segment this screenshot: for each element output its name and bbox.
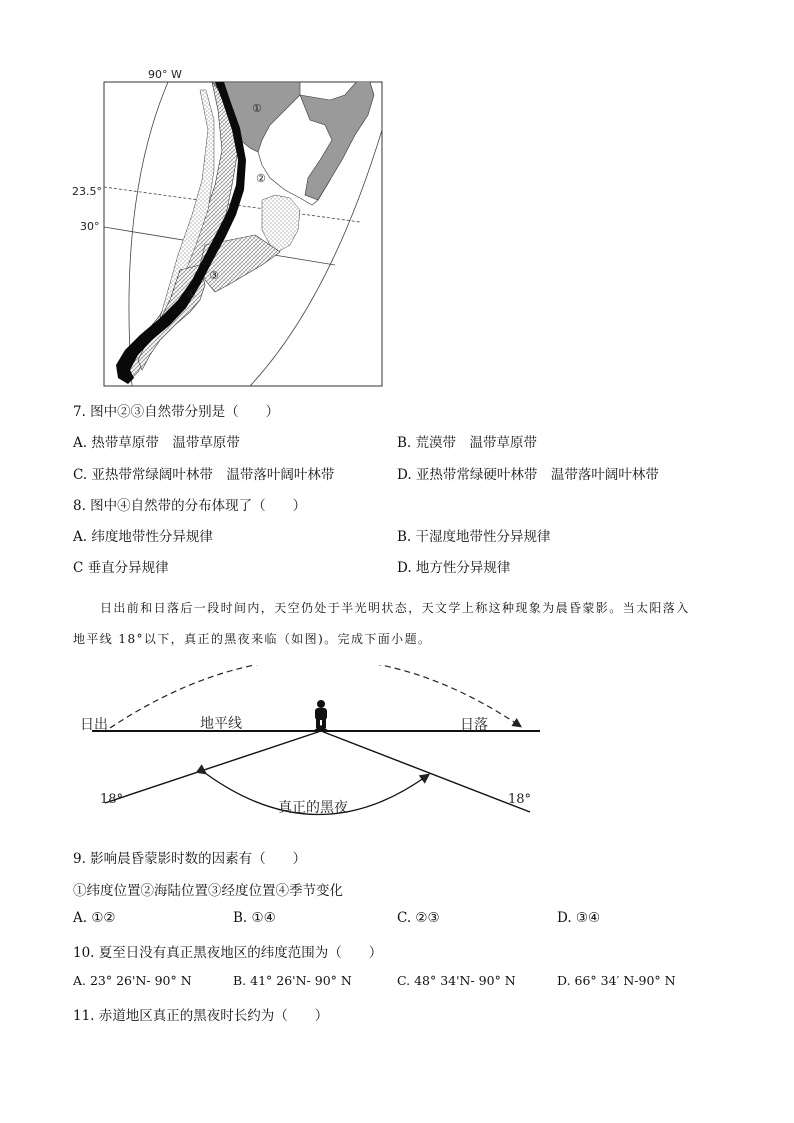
q9-option-c[interactable]: C. ②③ (397, 910, 440, 926)
q10-option-b[interactable]: B. 41° 26'N- 90° N (233, 973, 352, 988)
q9-option-a[interactable]: A. ①② (73, 910, 116, 926)
q10-option-a[interactable]: A. 23° 26'N- 90° N (73, 973, 192, 988)
q7-option-b[interactable]: B. 荒漠带 温带草原带 (397, 435, 538, 451)
twilight-diagram (70, 665, 550, 825)
observer-icon (313, 700, 329, 731)
q10-stem: 10. 夏至日没有真正黑夜地区的纬度范围为（ ） (73, 945, 383, 961)
q11-stem: 11. 赤道地区真正的黑夜时长约为（ ） (73, 1008, 329, 1024)
q8-option-b[interactable]: B. 干湿度地带性分异规律 (397, 529, 551, 545)
q9-factors: ①纬度位置②海陆位置③经度位置④季节变化 (73, 883, 343, 899)
q7-option-a[interactable]: A. 热带草原带 温带草原带 (73, 435, 240, 451)
zone-1-label: ① (252, 102, 262, 115)
q8-stem: 8. 图中④自然带的分布体现了（ ） (73, 498, 307, 514)
horizon-label: 地平线 (200, 716, 242, 732)
night-label: 真正的黑夜 (278, 800, 348, 816)
sun-path-arc (110, 665, 520, 728)
q9-option-b[interactable]: B. ①④ (233, 910, 276, 926)
left-18-line (105, 731, 321, 803)
zone-4-label: ④ (186, 288, 196, 301)
q10-option-c[interactable]: C. 48° 34'N- 90° N (397, 973, 516, 988)
zone-2-label: ② (256, 172, 266, 185)
passage-line-2: 地平线 18°以下，真正的黑夜来临（如图)。完成下面小题。 (73, 632, 432, 646)
q8-option-d[interactable]: D. 地方性分异规律 (397, 560, 511, 576)
q7-stem: 7. 图中②③自然带分别是（ ） (73, 404, 280, 420)
right-18-line (321, 731, 530, 812)
q10-option-d[interactable]: D. 66° 34′ N-90° N (557, 973, 676, 988)
lon-label: 90° W (148, 68, 182, 81)
q8-option-c[interactable]: C 垂直分异规律 (73, 560, 169, 576)
q7-option-c[interactable]: C. 亚热带常绿阔叶林带 温带落叶阔叶林带 (73, 467, 335, 483)
q9-stem: 9. 影响晨昏蒙影时数的因素有（ ） (73, 851, 307, 867)
q7-option-d[interactable]: D. 亚热带常绿硬叶林带 温带落叶阔叶林带 (397, 467, 659, 483)
q9-option-d[interactable]: D. ③④ (557, 910, 601, 926)
sunset-label: 日落 (460, 717, 488, 733)
angle-left-label: 18° (100, 792, 124, 807)
q8-option-a[interactable]: A. 纬度地带性分异规律 (73, 529, 213, 545)
sunrise-label: 日出 (80, 717, 108, 733)
passage-line-1: 日出前和日落后一段时间内，天空仍处于半光明状态，天文学上称这种现象为晨昏蒙影。当太阳落入 (100, 601, 690, 615)
lat-label-30: 30° (80, 220, 100, 233)
south-america-map (60, 60, 400, 395)
lat-label-23: 23.5° (72, 185, 102, 198)
zone-3-label: ③ (209, 269, 219, 282)
angle-right-label: 18° (508, 792, 532, 807)
